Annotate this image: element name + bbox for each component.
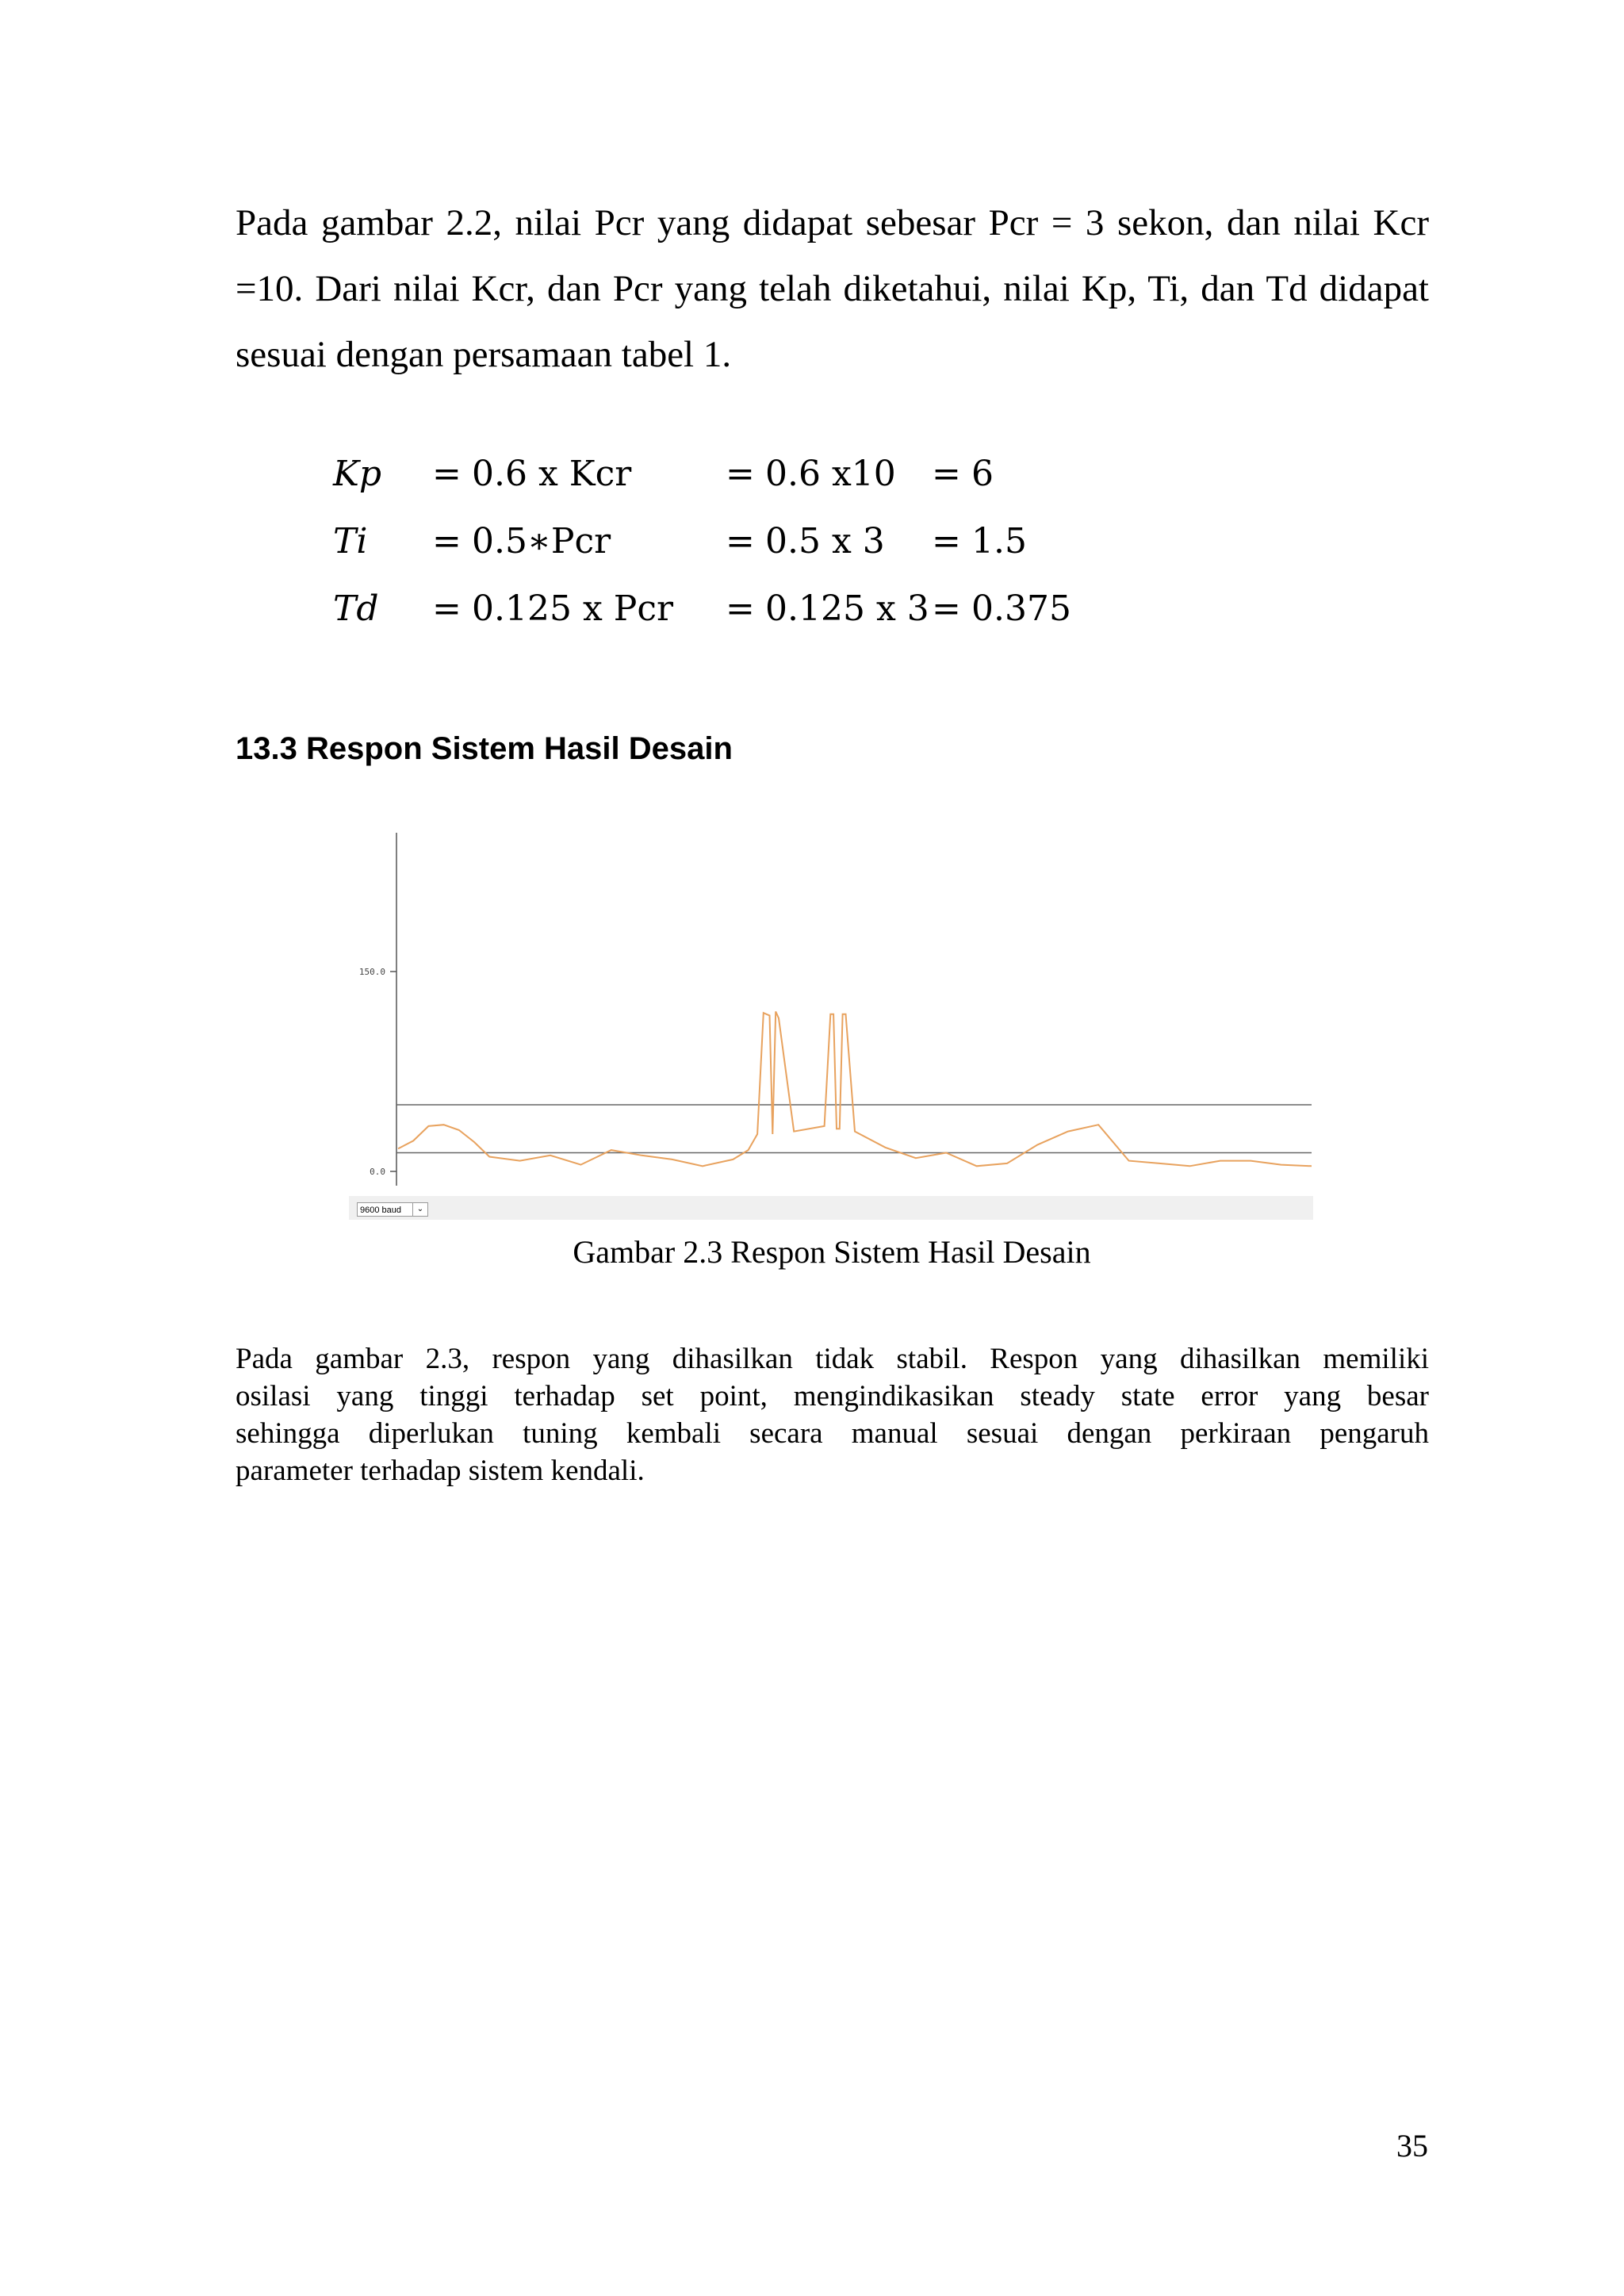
- response-chart: [349, 825, 1313, 1221]
- section-heading: 13.3 Respon Sistem Hasil Desain: [236, 731, 733, 766]
- equation-expression: 0.125 x Pcr: [472, 588, 674, 629]
- body-line: parameter terhadap sistem kendali.: [236, 1455, 645, 1487]
- baud-rate-select[interactable]: [357, 1202, 428, 1217]
- body-line: sehingga diperlukan tuning kembali secara manual sesuai dengan perkiraan pengaruh: [236, 1417, 1429, 1450]
- equation-variable: Kp: [333, 454, 382, 494]
- response-series-line: [398, 1011, 1312, 1166]
- body-paragraph: [236, 1340, 1429, 1489]
- equals-sign: =: [432, 521, 462, 562]
- plotter-toolbar: [349, 1196, 1313, 1220]
- baud-rate-label: 9600 baud: [360, 1205, 401, 1215]
- intro-line: =10. Dari nilai Kcr, dan Pcr yang telah diketahui, nilai Kp, Ti, dan Td didapat: [236, 268, 1429, 309]
- equation-expression: 0.6 x Kcr: [472, 454, 632, 494]
- intro-line: Pada gambar 2.2, nilai Pcr yang didapat sebesar Pcr = 3 sekon, dan nilai Kcr: [236, 202, 1429, 243]
- intro-line: sesuai dengan persamaan tabel 1.: [236, 334, 732, 375]
- equals-sign: =: [932, 454, 961, 494]
- equals-sign: =: [432, 454, 462, 494]
- page-number: 35: [1396, 2128, 1428, 2164]
- serial-plotter-figure: [349, 825, 1313, 1221]
- body-line: osilasi yang tinggi terhadap set point, mengindikasikan steady state error yang besar: [236, 1380, 1429, 1412]
- equation-variable: Ti: [333, 521, 368, 562]
- y-tick-label: 0.0: [370, 1167, 385, 1177]
- figure-caption: Gambar 2.3 Respon Sistem Hasil Desain: [573, 1234, 1091, 1270]
- equation-result: 6: [971, 454, 994, 494]
- equation-variable: Td: [333, 588, 379, 629]
- equation-expression: 0.5∗Pcr: [472, 521, 611, 562]
- body-line: Pada gambar 2.3, respon yang dihasilkan tidak stabil. Respon yang dihasilkan memiliki: [236, 1343, 1429, 1375]
- equals-sign: =: [932, 588, 961, 629]
- equals-sign: =: [726, 521, 755, 562]
- equals-sign: =: [932, 521, 961, 562]
- equation-result: 1.5: [971, 521, 1027, 562]
- equation-result: 0.375: [971, 588, 1071, 629]
- intro-paragraph: [236, 190, 1429, 388]
- y-tick-label: 150.0: [358, 967, 385, 977]
- equals-sign: =: [726, 454, 755, 494]
- equation-expression: 0.6 x10: [765, 454, 896, 494]
- equation-expression: 0.125 x 3: [765, 588, 929, 629]
- equals-sign: =: [726, 588, 755, 629]
- chevron-down-icon: ⌄: [412, 1203, 427, 1216]
- equation-expression: 0.5 x 3: [765, 521, 885, 562]
- equals-sign: =: [432, 588, 462, 629]
